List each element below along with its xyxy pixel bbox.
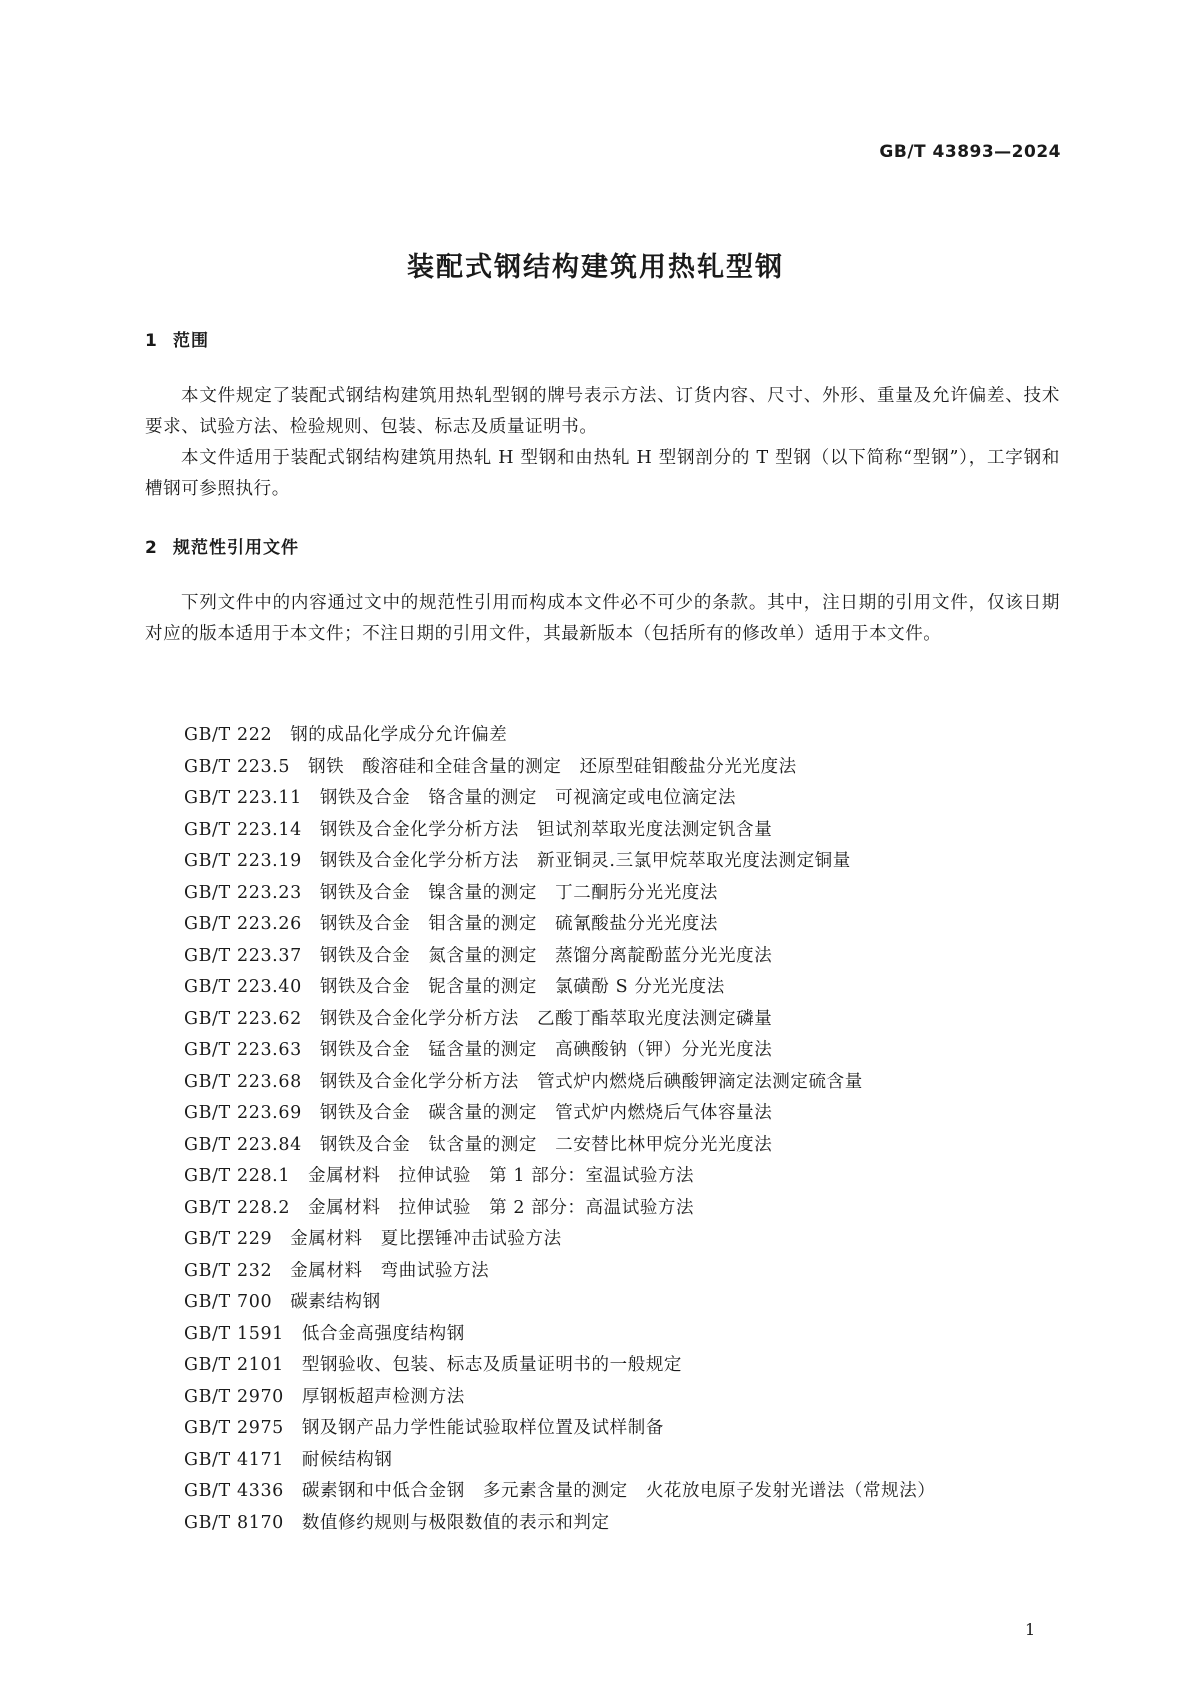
reference-code: GB/T 1591 [184, 1323, 284, 1344]
section-heading-normative-references [145, 533, 299, 558]
page-number: 1 [1025, 1620, 1036, 1639]
reference-title: 型钢验收、包装、标志及质量证明书的一般规定 [301, 1355, 683, 1375]
reference-title: 钢铁及合金 钛含量的测定 二安替比林甲烷分光光度法 [319, 1134, 773, 1155]
reference-code: GB/T 223.63 [184, 1040, 302, 1060]
reference-item [184, 1161, 935, 1193]
reference-item [184, 1382, 935, 1414]
reference-code: GB/T 223.26 [184, 914, 302, 934]
paragraph: 本文件规定了装配式钢结构建筑用热轧型钢的牌号表示方法、订货内容、尺寸、外形、重量及允许偏差、技术要求、试验方法、检验规则、包装、标志及质量证明书。 [145, 386, 1060, 437]
reference-title: 钢铁及合金 钼含量的测定 硫氰酸盐分光光度法 [319, 914, 719, 934]
reference-title: 碳素结构钢 [290, 1292, 381, 1312]
reference-code: GB/T 223.37 [184, 945, 302, 966]
reference-code: GB/T 2101 [184, 1355, 284, 1375]
reference-title: 金属材料 夏比摆锤冲击试验方法 [290, 1229, 562, 1249]
document-title: 装配式钢结构建筑用热轧型钢 [407, 252, 784, 283]
reference-code: GB/T 228.1 [184, 1166, 291, 1186]
references-intro [145, 588, 1060, 650]
paragraph: 本文件适用于装配式钢结构建筑用热轧 H 型钢和由热轧 H 型钢剖分的 T 型钢（以下简称“型钢”），工字钢和槽钢可参照执行。 [145, 448, 1060, 499]
reference-title: 钢的成品化学成分允许偏差 [290, 725, 508, 745]
reference-code: GB/T 228.2 [184, 1197, 291, 1218]
reference-title: 钢铁及合金化学分析方法 钽试剂萃取光度法测定钒含量 [319, 819, 773, 840]
reference-item [184, 972, 935, 1004]
section-title: 范围 [173, 331, 209, 351]
reference-code: GB/T 700 [184, 1292, 273, 1312]
reference-title: 钢铁及合金 镍含量的测定 丁二酮肟分光光度法 [319, 882, 719, 903]
reference-title: 钢铁及合金 锰含量的测定 高碘酸钠（钾）分光光度法 [319, 1040, 773, 1060]
section-title: 规范性引用文件 [173, 538, 299, 558]
reference-title: 钢铁及合金化学分析方法 乙酸丁酯萃取光度法测定磷量 [319, 1008, 773, 1029]
reference-item [184, 1035, 935, 1067]
reference-title: 碳素钢和中低合金钢 多元素含量的测定 火花放电原子发射光谱法（常规法） [301, 1481, 936, 1501]
reference-code: GB/T 223.11 [184, 788, 302, 808]
reference-item [184, 1193, 935, 1225]
reference-code: GB/T 223.19 [184, 851, 302, 871]
reference-title: 耐候结构钢 [301, 1449, 393, 1470]
reference-item [184, 1224, 935, 1256]
reference-item [184, 1476, 935, 1508]
reference-item [184, 815, 935, 847]
reference-title: 钢铁及合金 碳含量的测定 管式炉内燃烧后气体容量法 [319, 1103, 773, 1123]
reference-item [184, 1350, 935, 1382]
reference-item [184, 1287, 935, 1319]
reference-item [184, 1508, 935, 1540]
reference-item [184, 1445, 935, 1477]
reference-code: GB/T 4336 [184, 1481, 284, 1501]
reference-title: 金属材料 弯曲试验方法 [290, 1260, 490, 1281]
reference-item [184, 846, 935, 878]
reference-item [184, 1319, 935, 1351]
reference-title: 厚钢板超声检测方法 [301, 1386, 465, 1407]
reference-code: GB/T 223.5 [184, 756, 291, 777]
reference-code: GB/T 2975 [184, 1418, 284, 1438]
reference-title: 低合金高强度结构钢 [301, 1323, 465, 1344]
reference-item [184, 1067, 935, 1099]
reference-item [184, 720, 935, 752]
reference-item [184, 941, 935, 973]
reference-code: GB/T 223.40 [184, 977, 302, 997]
reference-title: 钢铁及合金 铬含量的测定 可视滴定或电位滴定法 [319, 788, 737, 808]
reference-item [184, 1413, 935, 1445]
reference-code: GB/T 223.84 [184, 1134, 302, 1155]
section-number: 2 [145, 538, 158, 558]
reference-code: GB/T 8170 [184, 1512, 284, 1533]
reference-list [184, 720, 935, 1539]
reference-code: GB/T 222 [184, 725, 273, 745]
reference-item [184, 1256, 935, 1288]
reference-item [184, 909, 935, 941]
reference-title: 金属材料 拉伸试验 第 2 部分：高温试验方法 [308, 1197, 695, 1218]
reference-title: 钢铁 酸溶硅和全硅含量的测定 还原型硅钼酸盐分光光度法 [308, 756, 797, 777]
reference-code: GB/T 223.23 [184, 882, 302, 903]
reference-title: 钢及钢产品力学性能试验取样位置及试样制备 [301, 1418, 664, 1438]
reference-code: GB/T 223.14 [184, 819, 302, 840]
standard-code: GB/T 43893—2024 [879, 142, 1061, 162]
scope-body [145, 381, 1060, 505]
reference-code: GB/T 223.68 [184, 1071, 302, 1092]
paragraph: 下列文件中的内容通过文中的规范性引用而构成本文件必不可少的条款。其中，注日期的引用文件，仅该日期对应的版本适用于本文件；不注日期的引用文件，其最新版本（包括所有的修改单）适用于本文件。 [145, 593, 1060, 644]
reference-title: 钢铁及合金 铌含量的测定 氯磺酚 S 分光光度法 [319, 977, 725, 997]
reference-code: GB/T 232 [184, 1260, 273, 1281]
reference-title: 钢铁及合金化学分析方法 新亚铜灵.三氯甲烷萃取光度法测定铜量 [319, 851, 851, 871]
reference-title: 数值修约规则与极限数值的表示和判定 [301, 1512, 610, 1533]
reference-code: GB/T 223.69 [184, 1103, 302, 1123]
reference-item [184, 878, 935, 910]
reference-title: 钢铁及合金 氮含量的测定 蒸馏分离靛酚蓝分光光度法 [319, 945, 773, 966]
reference-code: GB/T 229 [184, 1229, 273, 1249]
section-number: 1 [145, 331, 158, 351]
section-heading-scope [145, 326, 209, 351]
reference-code: GB/T 223.62 [184, 1008, 302, 1029]
reference-item [184, 783, 935, 815]
reference-title: 钢铁及合金化学分析方法 管式炉内燃烧后碘酸钾滴定法测定硫含量 [319, 1071, 863, 1092]
reference-code: GB/T 4171 [184, 1449, 284, 1470]
reference-code: GB/T 2970 [184, 1386, 284, 1407]
reference-item [184, 1098, 935, 1130]
reference-title: 金属材料 拉伸试验 第 1 部分：室温试验方法 [308, 1166, 695, 1186]
reference-item [184, 1004, 935, 1036]
reference-item [184, 752, 935, 784]
reference-item [184, 1130, 935, 1162]
